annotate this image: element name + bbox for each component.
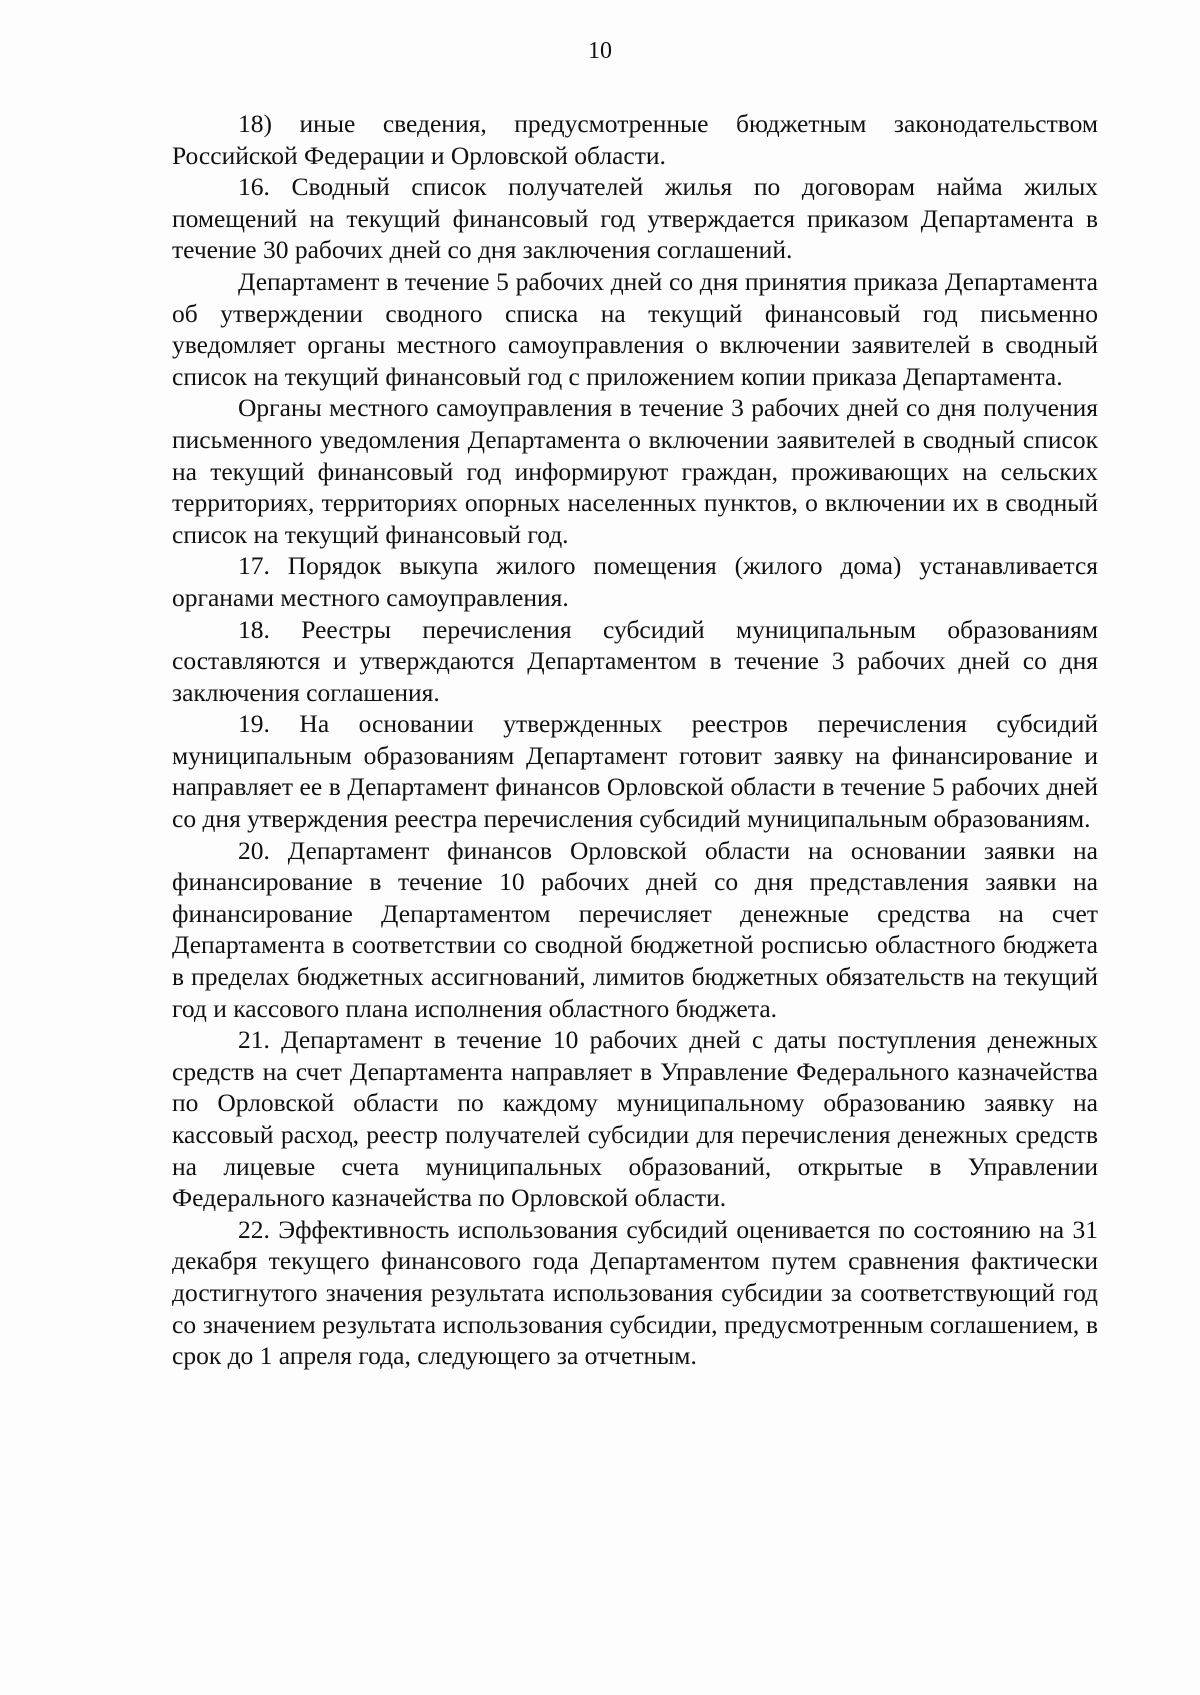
paragraph-clause-16-notification: Департамент в течение 5 рабочих дней со дня принятия приказа Департамента об утверждении сводного списка на текущий финансовый год письменно уведомляет органы местного самоуправления о включении заявителей в сводный список на текущий финансовый год с приложением копии приказа Департамента. bbox=[172, 266, 1098, 391]
paragraph-clause-22: 22. Эффективность использования субсидий оценивается по состоянию на 31 декабря текущего финансового года Департаментом путем сравнения фактически достигнутого значения результата использования субсидии за соответствующий год со значением результата использования субсидии, предусмотренным соглашением, в срок до 1 апреля года, следующего за отчетным. bbox=[172, 1214, 1098, 1371]
paragraph-clause-18: 18. Реестры перечисления субсидий муниципальным образованиям составляются и утверждаются Департаментом в течение 3 рабочих дней со дня заключения соглашения. bbox=[172, 614, 1098, 707]
paragraph-item-18: 18) иные сведения, предусмотренные бюджетным законодательством Российской Федерации и Орловской области. bbox=[172, 109, 1098, 170]
paragraph-clause-21: 21. Департамент в течение 10 рабочих дней с даты поступления денежных средств на счет Департамента направляет в Управление Федерального казначейства по Орловской области по каждому муниципальному образованию заявку на кассовый расход, реестр получателей субсидии для перечисления денежных средств на лицевые счета муниципальных образований, открытые в Управлении Федерального казначейства по Орловской области. bbox=[172, 1025, 1098, 1213]
paragraph-clause-16-local-authorities: Органы местного самоуправления в течение 3 рабочих дней со дня получения письменного уведомления Департамента о включении заявителей в сводный список на текущий финансовый год информируют граждан, проживающих на сельских территориях, территориях опорных населенных пунктов, о включении их в сводный список на текущий финансовый год. bbox=[172, 393, 1098, 549]
page-number: 10 bbox=[588, 38, 612, 64]
document-body bbox=[172, 108, 1098, 1372]
paragraph-clause-19: 19. На основании утвержденных реестров перечисления субсидий муниципальным образованиям Департамент готовит заявку на финансирование и направляет ее в Департамент финансов Орловской области в течение 5 рабочих дней со дня утверждения реестра перечисления субсидий муниципальным образованиям. bbox=[172, 709, 1098, 834]
paragraph-clause-17: 17. Порядок выкупа жилого помещения (жилого дома) устанавливается органами местного самоуправления. bbox=[172, 551, 1098, 612]
paragraph-clause-20: 20. Департамент финансов Орловской области на основании заявки на финансирование в течение 10 рабочих дней со дня представления заявки на финансирование Департаментом перечисляет денежные средства на счет Департамента в соответствии со сводной бюджетной росписью областного бюджета в пределах бюджетных ассигнований, лимитов бюджетных обязательств на текущий год и кассового плана исполнения областного бюджета. bbox=[172, 835, 1098, 1023]
paragraph-clause-16: 16. Сводный список получателей жилья по договорам найма жилых помещений на текущий финансовый год утверждается приказом Департамента в течение 30 рабочих дней со дня заключения соглашений. bbox=[172, 172, 1098, 265]
